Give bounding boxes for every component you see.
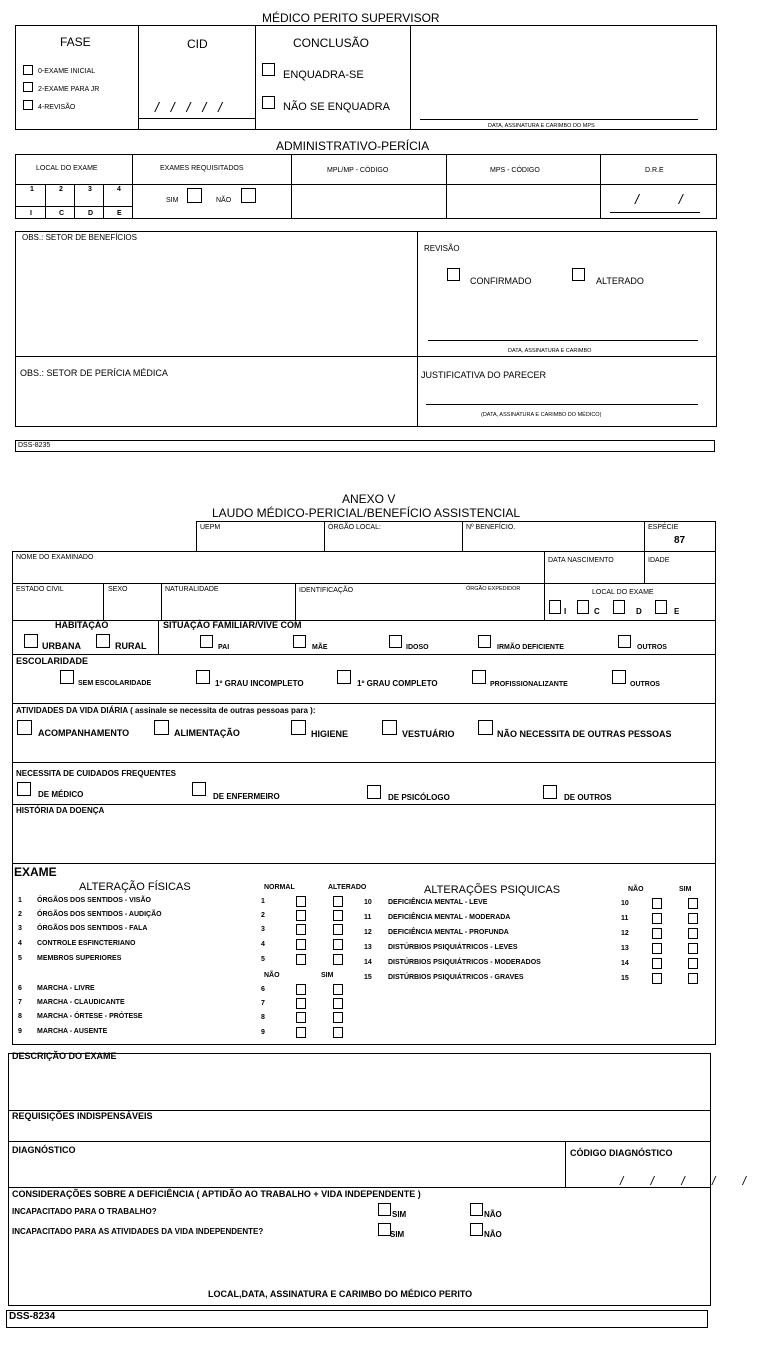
fisica-label: MEMBROS SUPERIORES [37, 955, 122, 962]
local-exame-label: LOCAL DO EXAME [36, 165, 98, 172]
form-code-8235: DSS-8235 [18, 442, 51, 449]
psiquica-label: DISTÚRBIOS PSIQUIÁTRICOS - MODERADOS [388, 959, 541, 966]
fisica-checkbox-a[interactable] [296, 910, 306, 921]
dss-8234-bar [6, 1310, 708, 1328]
fisica-number: 1 [18, 897, 22, 904]
fisica-number-right: 9 [261, 1029, 265, 1036]
justificativa-signature-label: (DATA, ASSINATURA E CARIMBO DO MÉDICO) [481, 412, 602, 418]
urbana-checkbox[interactable] [24, 634, 38, 648]
fisica-checkbox-b[interactable] [333, 910, 343, 921]
fisica-number-right: 8 [261, 1014, 265, 1021]
fisica-checkbox-a[interactable] [296, 939, 306, 950]
conclusao-label: CONCLUSÃO [293, 36, 370, 50]
de-psicologo-checkbox[interactable] [367, 785, 381, 799]
psiquica-number-right: 13 [621, 945, 629, 952]
marcha-sim-col: SIM [321, 972, 334, 979]
codigo-diagnostico-input[interactable]: / / / / / [620, 1174, 758, 1188]
local-d-checkbox[interactable] [613, 600, 625, 614]
habitacao-label: HABITAÇÃO [55, 620, 109, 630]
psiquica-number-right: 15 [621, 975, 629, 982]
obs-beneficios-label: OBS.: SETOR DE BENEFÍCIOS [22, 233, 137, 242]
mps-signature-label: DATA, ASSINATURA E CARIMBO DO MPS [488, 123, 595, 129]
incap-vida-label: INCAPACITADO PARA AS ATIVIDADES DA VIDA INDEPENDENTE? [12, 1227, 264, 1236]
fisica-checkbox-a[interactable] [296, 998, 306, 1009]
dss-8235-bar [15, 440, 715, 452]
exames-requisitados-label: EXAMES REQUISITADOS [160, 165, 244, 172]
nao-enquadra-checkbox[interactable] [262, 96, 275, 109]
rural-checkbox[interactable] [96, 634, 110, 648]
psiquica-sim-checkbox[interactable] [688, 913, 698, 924]
supervisor-title: MÉDICO PERITO SUPERVISOR [262, 11, 440, 25]
mps-codigo-label: MPS - CÓDIGO [490, 167, 540, 174]
psiquica-number: 13 [364, 944, 372, 951]
cid-input[interactable]: / / / / / [155, 99, 227, 115]
profissionalizante-checkbox[interactable] [472, 670, 486, 684]
psiquica-nao-checkbox[interactable] [652, 898, 662, 909]
psiquica-number-right: 10 [621, 900, 629, 907]
consideracoes-label: CONSIDERAÇÕES SOBRE A DEFICIÊNCIA ( APTIDÃO AO TRABALHO + VIDA INDEPENDENTE ) [12, 1189, 421, 1199]
fisica-label: CONTROLE ESFINCTERIANO [37, 940, 136, 947]
estado-civil-label: ESTADO CIVIL [16, 586, 64, 593]
orgao-expedidor-label: ÓRGÃO EXPEDIDOR [466, 586, 521, 592]
acompanhamento-checkbox[interactable] [17, 720, 32, 735]
primeiro-grau-completo-checkbox[interactable] [337, 670, 351, 684]
data-nascimento-label: DATA NASCIMENTO [548, 557, 614, 564]
psiquica-sim-checkbox[interactable] [688, 973, 698, 984]
fisica-checkbox-b[interactable] [333, 954, 343, 965]
alterado-col: ALTERADO [328, 884, 367, 891]
marcha-nao-col: NÃO [264, 972, 280, 979]
fisica-checkbox-a[interactable] [296, 896, 306, 907]
fisica-number: 6 [18, 985, 22, 992]
fisica-label: MARCHA - LIVRE [37, 985, 95, 992]
identificacao-label: IDENTIFICAÇÃO [299, 587, 354, 594]
psiquica-number: 11 [364, 914, 372, 921]
naturalidade-label: NATURALIDADE [165, 586, 219, 593]
requisicoes-label: REQUISIÇÕES INDISPENSÁVEIS [12, 1111, 153, 1121]
idoso-checkbox[interactable] [389, 635, 402, 648]
especie-value: 87 [674, 535, 686, 546]
psiquica-label: DEFICIÊNCIA MENTAL - LEVE [388, 899, 488, 906]
fisica-checkbox-b[interactable] [333, 896, 343, 907]
fisica-label: MARCHA - AUSENTE [37, 1028, 108, 1035]
fisica-checkbox-a[interactable] [296, 1012, 306, 1023]
psiquica-sim-checkbox[interactable] [688, 928, 698, 939]
psiquica-nao-checkbox[interactable] [652, 958, 662, 969]
vestuario-checkbox[interactable] [382, 720, 397, 735]
fisica-number-right: 1 [261, 898, 265, 905]
fisica-checkbox-a[interactable] [296, 1027, 306, 1038]
psiquica-nao-checkbox[interactable] [652, 973, 662, 984]
fisicas-title: ALTERAÇÃO FÍSICAS [79, 881, 191, 893]
exames-nao-checkbox[interactable] [241, 188, 256, 203]
mae-checkbox[interactable] [293, 635, 306, 648]
confirmado-checkbox[interactable] [447, 268, 460, 281]
fisica-checkbox-a[interactable] [296, 924, 306, 935]
uepm-label: UEPM [200, 524, 221, 531]
fisica-number: 7 [18, 999, 22, 1006]
psiquica-nao-checkbox[interactable] [652, 913, 662, 924]
fisica-label: ÓRGÃOS DOS SENTIDOS - FALA [37, 925, 148, 932]
especie-label: ESPÉCIE [648, 524, 679, 531]
situacao-familiar-label: SITUAÇÃO FAMILIAR/VIVE COM [163, 620, 302, 630]
orgao-local-label: ÓRGÃO LOCAL: [328, 524, 381, 531]
alterado-checkbox[interactable] [572, 268, 585, 281]
historia-label: HISTÓRIA DA DOENÇA [16, 806, 105, 815]
beneficio-row [196, 521, 716, 552]
escolaridade-outros-checkbox[interactable] [612, 670, 626, 684]
fisica-checkbox-b[interactable] [333, 998, 343, 1009]
exame-label: EXAME [14, 865, 57, 879]
de-medico-checkbox[interactable] [17, 782, 31, 796]
situacao-outros-checkbox[interactable] [618, 635, 631, 648]
fisica-number: 4 [18, 940, 22, 947]
cid-label: CID [187, 37, 208, 51]
fisica-number: 8 [18, 1013, 22, 1020]
fisica-number: 5 [18, 955, 22, 962]
fase-checkbox-2[interactable] [23, 82, 33, 92]
fisica-number-right: 2 [261, 912, 265, 919]
psiq-sim-col: SIM [679, 886, 692, 893]
psiquica-number-right: 12 [621, 930, 629, 937]
dre-label: D.R.E [645, 167, 664, 174]
mpl-codigo-label: MPL/MP - CÓDIGO [327, 167, 389, 174]
fisica-checkbox-b[interactable] [333, 1027, 343, 1038]
psiquica-label: DEFICIÊNCIA MENTAL - PROFUNDA [388, 929, 509, 936]
obs-section [15, 231, 717, 427]
psiquica-sim-checkbox[interactable] [688, 943, 698, 954]
annex-subtitle: LAUDO MÉDICO-PERICIAL/BENEFÍCIO ASSISTENCIAL [212, 506, 521, 520]
fisica-number: 2 [18, 911, 22, 918]
local-e-checkbox[interactable] [655, 600, 667, 614]
local-i-checkbox[interactable] [549, 600, 561, 614]
escolaridade-label: ESCOLARIDADE [16, 656, 89, 666]
de-enfermeiro-checkbox[interactable] [192, 782, 206, 796]
psiquica-number-right: 11 [621, 915, 629, 922]
pai-checkbox[interactable] [200, 635, 213, 648]
obs-pericia-label: OBS.: SETOR DE PERÍCIA MÉDICA [20, 368, 168, 378]
fisica-number: 3 [18, 925, 22, 932]
form-code-8234: DSS-8234 [9, 1311, 56, 1322]
dre-input[interactable]: / / [635, 191, 701, 207]
revisao-label: REVISÃO [424, 244, 460, 253]
incap-trabalho-nao-checkbox[interactable] [470, 1203, 483, 1216]
primeiro-grau-incompleto-checkbox[interactable] [196, 670, 210, 684]
psiquica-sim-checkbox[interactable] [688, 958, 698, 969]
fisica-number-right: 6 [261, 986, 265, 993]
de-outros-checkbox[interactable] [543, 785, 557, 799]
psiquica-label: DEFICIÊNCIA MENTAL - MODERADA [388, 914, 511, 921]
fisica-number-right: 3 [261, 926, 265, 933]
atividades-label: ATIVIDADES DA VIDA DIÁRIA ( assinale se necessita de outras pessoas para ): [16, 706, 316, 715]
psiquica-number: 10 [364, 899, 372, 906]
fisica-label: MARCHA - CLAUDICANTE [37, 999, 125, 1006]
descricao-label: DESCRIÇÃO DO EXAME [12, 1051, 117, 1061]
psiquica-nao-checkbox[interactable] [652, 943, 662, 954]
psiquica-nao-checkbox[interactable] [652, 928, 662, 939]
enquadra-checkbox[interactable] [262, 63, 275, 76]
psiquica-sim-checkbox[interactable] [688, 898, 698, 909]
local-c-checkbox[interactable] [577, 600, 589, 614]
nome-label: NOME DO EXAMINADO [16, 554, 94, 561]
fisica-number: 9 [18, 1028, 22, 1035]
idade-label: IDADE [648, 557, 670, 564]
fisica-checkbox-b[interactable] [333, 924, 343, 935]
local-exame-annex-label: LOCAL DO EXAME [592, 589, 654, 596]
nao-necessita-checkbox[interactable] [478, 720, 493, 735]
fisica-number-right: 5 [261, 956, 265, 963]
psiquica-number-right: 14 [621, 960, 629, 967]
fase-checkbox-4[interactable] [23, 100, 33, 110]
fase-label: FASE [60, 35, 91, 49]
sem-escolaridade-checkbox[interactable] [60, 670, 74, 684]
fisica-checkbox-b[interactable] [333, 939, 343, 950]
fisica-label: MARCHA - ÓRTESE - PRÓTESE [37, 1013, 143, 1020]
psiq-nao-col: NÃO [628, 886, 644, 893]
final-signature-label: LOCAL,DATA, ASSINATURA E CARIMBO DO MÉDICO PERITO [208, 1289, 473, 1299]
fisica-checkbox-b[interactable] [333, 984, 343, 995]
alimentacao-checkbox[interactable] [154, 720, 169, 735]
fisica-number-right: 4 [261, 941, 265, 948]
normal-col: NORMAL [264, 884, 295, 891]
n-beneficio-label: Nº BENEFÍCIO. [466, 524, 516, 531]
exames-sim-checkbox[interactable] [187, 188, 202, 203]
fisica-label: ÓRGÃOS DOS SENTIDOS - AUDIÇÃO [37, 911, 162, 918]
incap-vida-nao-checkbox[interactable] [470, 1223, 483, 1236]
fisica-number-right: 7 [261, 1000, 265, 1007]
psiquicas-title: ALTERAÇÕES PSIQUICAS [424, 884, 561, 896]
psiquica-label: DISTÚRBIOS PSIQUIÁTRICOS - LEVES [388, 944, 518, 951]
psiquica-label: DISTÚRBIOS PSIQUIÁTRICOS - GRAVES [388, 974, 524, 981]
revisao-signature-label: DATA, ASSINATURA E CARIMBO [508, 348, 592, 354]
fase-checkbox-0[interactable] [23, 65, 33, 75]
justificativa-label: JUSTIFICATIVA DO PARECER [421, 370, 547, 380]
cuidados-label: NECESSITA DE CUIDADOS FREQUENTES [16, 769, 177, 778]
fisica-checkbox-a[interactable] [296, 984, 306, 995]
incap-trabalho-label: INCAPACITADO PARA O TRABALHO? [12, 1207, 157, 1216]
admin-title: ADMINISTRATIVO-PERÍCIA [276, 139, 430, 153]
fisica-label: ÓRGÃOS DOS SENTIDOS - VISÃO [37, 897, 151, 904]
irmao-deficiente-checkbox[interactable] [478, 635, 491, 648]
diagnostico-label: DIAGNÓSTICO [12, 1145, 76, 1155]
codigo-diagnostico-label: CÓDIGO DIAGNÓSTICO [570, 1148, 673, 1158]
fisica-checkbox-a[interactable] [296, 954, 306, 965]
psiquica-number: 14 [364, 959, 372, 966]
psiquica-number: 15 [364, 974, 372, 981]
higiene-checkbox[interactable] [291, 720, 306, 735]
sexo-label: SEXO [108, 586, 128, 593]
conclusion-section [8, 1053, 711, 1306]
fisica-checkbox-b[interactable] [333, 1012, 343, 1023]
incap-trabalho-sim-checkbox[interactable] [378, 1203, 391, 1216]
psiquica-number: 12 [364, 929, 372, 936]
annex-title: ANEXO V [342, 492, 396, 506]
